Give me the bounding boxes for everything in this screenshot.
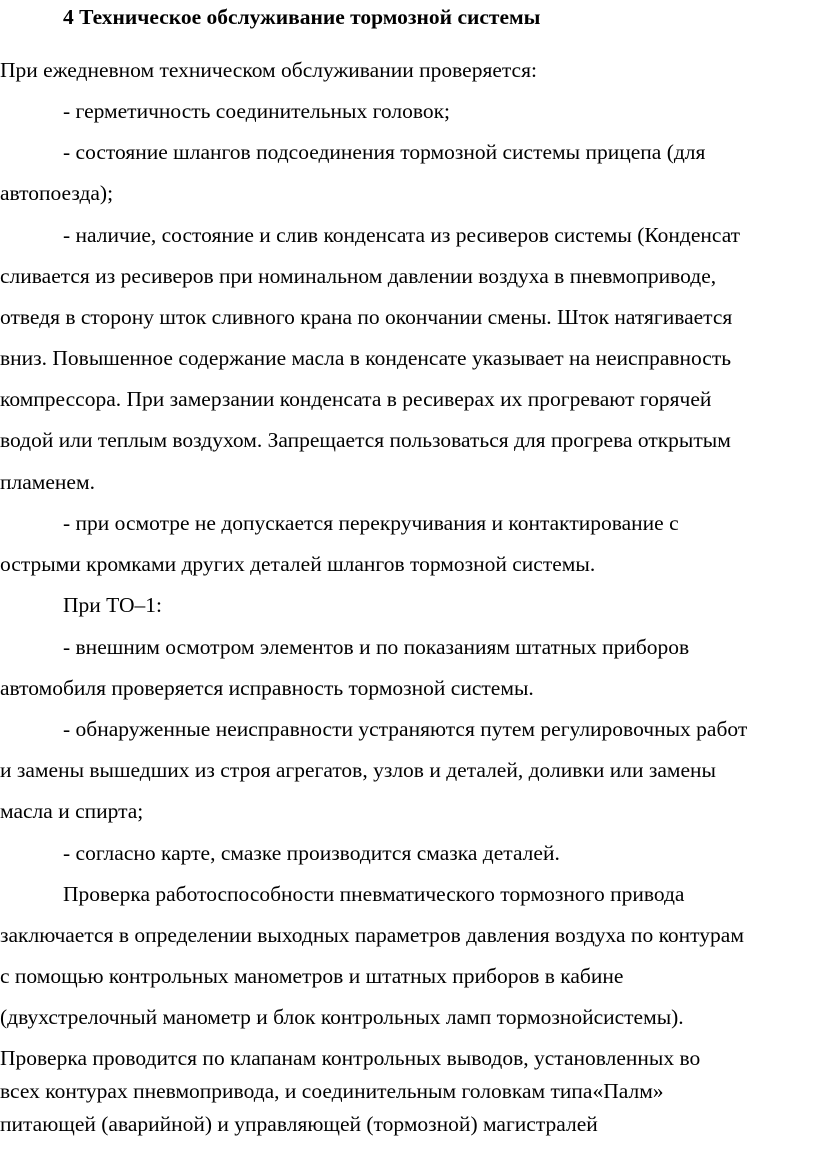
text-line: вниз. Повышенное содержание масла в конденсате указывает на неисправность xyxy=(0,346,732,370)
text-line: При ежедневном техническом обслуживании проверяется: xyxy=(0,58,537,82)
text-line: масла и спирта; xyxy=(0,799,144,823)
text-line: - обнаруженные неисправности устраняются путем регулировочных работ xyxy=(63,717,748,741)
text-line: При ТО–1: xyxy=(63,593,163,617)
text-line: сливается из ресиверов при номинальном давлении воздуха в пневмоприводе, xyxy=(0,264,717,288)
text-line: и замены вышедших из строя агрегатов, узлов и деталей, доливки или замены xyxy=(0,758,716,782)
text-line: - согласно карте, смазке производится смазка деталей. xyxy=(63,841,560,865)
text-line: Проверка работоспособности пневматического тормозного привода xyxy=(63,882,685,906)
text-line: - внешним осмотром элементов и по показаниям штатных приборов xyxy=(63,635,690,659)
text-line: (двухстрелочный манометр и блок контрольных ламп тормознойсистемы). xyxy=(0,1005,684,1029)
text-line: отведя в сторону шток сливного крана по окончании смены. Шток натягивается xyxy=(0,305,733,329)
text-line: Проверка проводится по клапанам контрольных выводов, установленных во xyxy=(0,1046,701,1070)
text-line: - герметичность соединительных головок; xyxy=(63,99,451,123)
text-line: пламенем. xyxy=(0,470,95,494)
text-line: компрессора. При замерзании конденсата в ресиверах их прогревают горячей xyxy=(0,387,712,411)
text-line: питающей (аварийной) и управляющей (тормозной) магистралей xyxy=(0,1112,598,1136)
text-line: с помощью контрольных манометров и штатных приборов в кабине xyxy=(0,964,624,988)
section-title: 4 Техническое обслуживание тормозной системы xyxy=(63,5,541,29)
text-line: заключается в определении выходных параметров давления воздуха по контурам xyxy=(0,923,744,947)
text-line: водой или теплым воздухом. Запрещается пользоваться для прогрева открытым xyxy=(0,428,731,452)
text-line: - состояние шлангов подсоединения тормозной системы прицепа (для xyxy=(63,140,706,164)
text-line: автомобиля проверяется исправность тормозной системы. xyxy=(0,676,534,700)
text-line: - при осмотре не допускается перекручивания и контактирование с xyxy=(63,511,679,535)
text-line: острыми кромками других деталей шлангов тормозной системы. xyxy=(0,552,596,576)
text-line: всех контурах пневмопривода, и соединительным головкам типа«Палм» xyxy=(0,1079,664,1103)
text-line: автопоезда); xyxy=(0,181,114,205)
text-line: - наличие, состояние и слив конденсата из ресиверов системы (Конденсат xyxy=(63,223,741,247)
